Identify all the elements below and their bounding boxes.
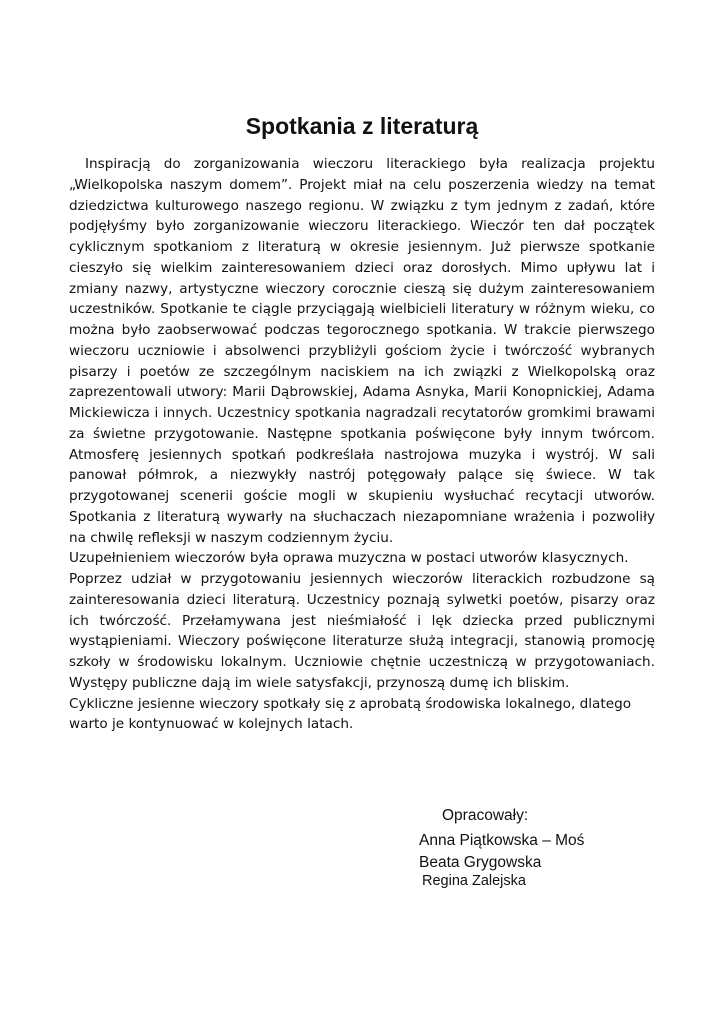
signature-author: Regina Zalejska (422, 873, 526, 889)
signature-heading: Opracowały: (442, 807, 529, 824)
page-title: Spotkania z literaturą (245, 113, 479, 139)
paragraph-intro: Inspiracją do zorganizowania wieczoru literackiego była realizacja projektu „Wielkopolska naszym domem”. Projekt miał na celu poszerzenia wiedzy na temat dziedzictwa kulturowego naszego regionu. W związku z tym jednym z zadań, które podjęłyśmy było zorganizowanie wieczoru literackiego. Wieczór ten dał początek cyklicznym spotkaniom z literaturą w okresie jesiennym. Już pierwsze spotkanie cieszyło się wielkim zainteresowaniem dzieci oraz dorosłych. Mimo upływu lat i zmiany nazwy, artystyczne wieczory corocznie cieszą się dużym zainteresowaniem uczestników. Spotkanie te ciągle przyciągają wielbicieli literatury w różnym wieku, co można było zaobserwować podczas tegorocznego spotkania. W trakcie pierwszego wieczoru uczniowie i absolwenci przybliżyli gościom życie i twórczość wybranych pisarzy i poetów ze szczególnym naciskiem na ich związki z Wielkopolską oraz zaprezentowali utwory: Marii Dąbrowskiej, Adama Asnyka, Marii Konopnickiej, Adama Mickiewicza i innych. Uczestnicy spotkania nagradzali recytatorów gromkimi brawami za świetne przygotowanie. Następne spotkania poświęcone były innym twórcom. Atmosferę jesiennych spotkań podkreślała nastrojowa muzyka i wystrój. W sali panował półmrok, a niezwykły nastrój potęgowały palące się świece. W tak przygotowanej scenerii goście mogli w skupieniu wysłuchać recytacji utworów. Spotkania z literaturą wywarły na słuchaczach niezapomniane wrażenia i pozwoliły na chwilę refleksji w naszym codziennym życiu. (69, 156, 655, 546)
signature-author: Beata Grygowska (419, 854, 542, 871)
article-body (69, 154, 655, 735)
paragraph-music: Uzupełnieniem wieczorów była oprawa muzyczna w postaci utworów klasycznych. (69, 550, 629, 567)
signature-author: Anna Piątkowska – Moś (419, 832, 585, 849)
paragraph-conclusion: Cykliczne jesienne wieczory spotkały się z aprobatą środowiska lokalnego, dlatego warto je kontynuować w kolejnych latach. (69, 695, 632, 733)
paragraph-benefits: Poprzez udział w przygotowaniu jesiennych wieczorów literackich rozbudzone są zainteresowania dzieci literaturą. Uczestnicy poznają sylwetki poetów, pisarzy oraz ich twórczość. Przełamywana jest nieśmiałość i lęk dziecka przed publicznymi wystąpieniami. Wieczory poświęcone literaturze służą integracji, stanowią promocję szkoły w środowisku lokalnym. Uczniowie chętnie uczestniczą w przygotowaniach. Występy publiczne dają im wiele satysfakcji, przynoszą dumę ich bliskim. (69, 571, 655, 691)
